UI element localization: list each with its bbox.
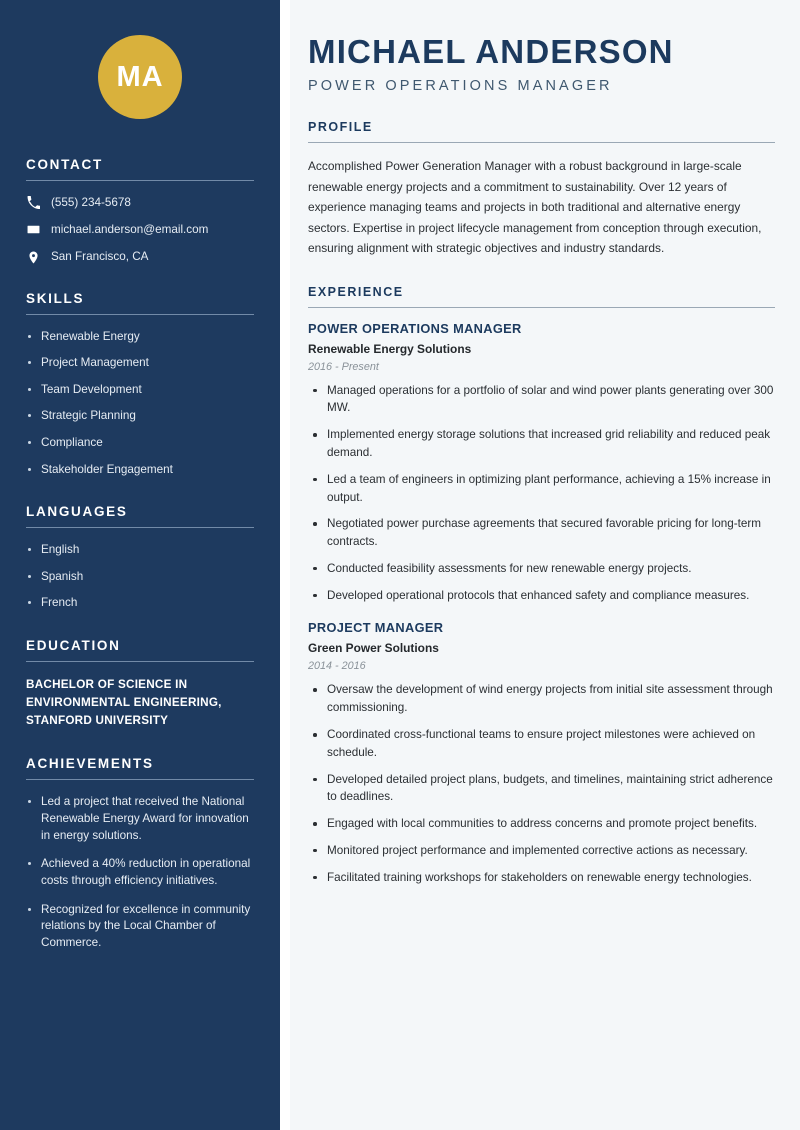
list-item: Coordinated cross-functional teams to ensure project milestones were achieved on schedule. bbox=[308, 726, 775, 762]
experience-bullets bbox=[308, 382, 775, 605]
achievements-list bbox=[26, 794, 254, 951]
list-item: Monitored project performance and implemented corrective actions as necessary. bbox=[308, 842, 775, 860]
contact-item-email[interactable] bbox=[26, 222, 254, 237]
list-item: Engaged with local communities to address concerns and promote project benefits. bbox=[308, 815, 775, 833]
list-item: Conducted feasibility assessments for new renewable energy projects. bbox=[308, 560, 775, 578]
avatar-container bbox=[0, 0, 280, 157]
education-divider bbox=[26, 661, 254, 662]
list-item: Developed detailed project plans, budgets, and timelines, maintaining strict adherence to deadlines. bbox=[308, 771, 775, 807]
achievements-section-title: ACHIEVEMENTS bbox=[26, 756, 154, 772]
education-degree: BACHELOR OF SCIENCE IN ENVIRONMENTAL ENGINEERING, STANFORD UNIVERSITY bbox=[26, 678, 222, 728]
skills-divider bbox=[26, 314, 254, 315]
experience-bullets bbox=[308, 681, 775, 886]
list-item: Team Development bbox=[26, 382, 254, 399]
list-item: Stakeholder Engagement bbox=[26, 462, 254, 479]
contact-location-value: San Francisco, CA bbox=[51, 250, 149, 264]
list-item: Compliance bbox=[26, 435, 254, 452]
list-item: Spanish bbox=[26, 569, 254, 586]
experience-dates: 2016 - Present bbox=[308, 360, 379, 373]
experience-entry bbox=[308, 321, 775, 605]
profile-divider bbox=[308, 142, 775, 143]
skills-list bbox=[26, 329, 254, 479]
experience-company: Green Power Solutions bbox=[308, 641, 439, 656]
profile-text: Accomplished Power Generation Manager with a robust background in large-scale renewable energy projects and a commitment to sustainability. Over 12 years of experience managing teams and projects in both traditional and alternative energy sectors. Expertise in project lifecycle management from conception through execution, ensuring alignment with strategic objectives and industry standards. bbox=[308, 159, 762, 256]
contact-phone-value: (555) 234-5678 bbox=[51, 196, 131, 209]
list-item: Led a project that received the National Renewable Energy Award for innovation in energy solutions. bbox=[26, 794, 254, 844]
job-role-subtitle: POWER OPERATIONS MANAGER bbox=[308, 78, 613, 95]
list-item: Oversaw the development of wind energy projects from initial site assessment through commissioning. bbox=[308, 681, 775, 717]
list-item: English bbox=[26, 542, 254, 559]
list-item: Led a team of engineers in optimizing plant performance, achieving a 15% increase in output. bbox=[308, 471, 775, 507]
main-content bbox=[290, 0, 800, 1130]
contact-item-phone[interactable] bbox=[26, 195, 254, 210]
experience-entry bbox=[308, 620, 775, 886]
experience-divider bbox=[308, 307, 775, 308]
list-item: Negotiated power purchase agreements that secured favorable pricing for long-term contracts. bbox=[308, 515, 775, 551]
contact-section bbox=[0, 157, 280, 265]
experience-dates: 2014 - 2016 bbox=[308, 660, 366, 673]
sidebar bbox=[0, 0, 280, 1130]
list-item: Developed operational protocols that enhanced safety and compliance measures. bbox=[308, 587, 775, 605]
contact-section-title: CONTACT bbox=[26, 157, 103, 172]
achievements-section bbox=[0, 756, 280, 951]
experience-company: Renewable Energy Solutions bbox=[308, 341, 472, 356]
experience-list bbox=[308, 321, 775, 887]
profile-section bbox=[308, 120, 775, 258]
column-gap bbox=[280, 0, 290, 1130]
skills-section-title: SKILLS bbox=[26, 290, 85, 306]
location-pin-icon bbox=[26, 250, 40, 264]
experience-job-title: PROJECT MANAGER bbox=[308, 620, 444, 636]
phone-icon bbox=[26, 196, 40, 210]
list-item: French bbox=[26, 595, 254, 612]
list-item: Project Management bbox=[26, 355, 254, 372]
list-item: Managed operations for a portfolio of solar and wind power plants generating over 300 MW. bbox=[308, 382, 775, 418]
list-item: Achieved a 40% reduction in operational costs through efficiency initiatives. bbox=[26, 856, 254, 889]
achievements-divider bbox=[26, 779, 254, 780]
list-item: Implemented energy storage solutions that increased grid reliability and reduced peak demand. bbox=[308, 426, 775, 462]
list-item: Facilitated training workshops for stakeholders on renewable energy technologies. bbox=[308, 869, 775, 887]
list-item: Renewable Energy bbox=[26, 329, 254, 346]
languages-section bbox=[0, 504, 280, 612]
list-item: Strategic Planning bbox=[26, 408, 254, 425]
skills-section bbox=[0, 291, 280, 479]
page-title: MICHAEL ANDERSON bbox=[308, 33, 674, 70]
avatar: MA bbox=[98, 35, 182, 119]
languages-list bbox=[26, 542, 254, 612]
envelope-icon bbox=[26, 223, 40, 237]
experience-section-title: EXPERIENCE bbox=[308, 284, 404, 299]
contact-item-location[interactable] bbox=[26, 249, 254, 264]
contact-divider bbox=[26, 180, 254, 181]
education-section-title: EDUCATION bbox=[26, 638, 121, 654]
profile-section-title: PROFILE bbox=[308, 120, 373, 135]
experience-job-title: POWER OPERATIONS MANAGER bbox=[308, 320, 522, 336]
contact-email-value: michael.anderson@email.com bbox=[51, 223, 209, 237]
education-section bbox=[0, 638, 280, 730]
languages-divider bbox=[26, 527, 254, 528]
languages-section-title: LANGUAGES bbox=[26, 504, 128, 520]
list-item: Recognized for excellence in community relations by the Local Chamber of Commerce. bbox=[26, 902, 254, 952]
experience-section bbox=[308, 285, 775, 887]
